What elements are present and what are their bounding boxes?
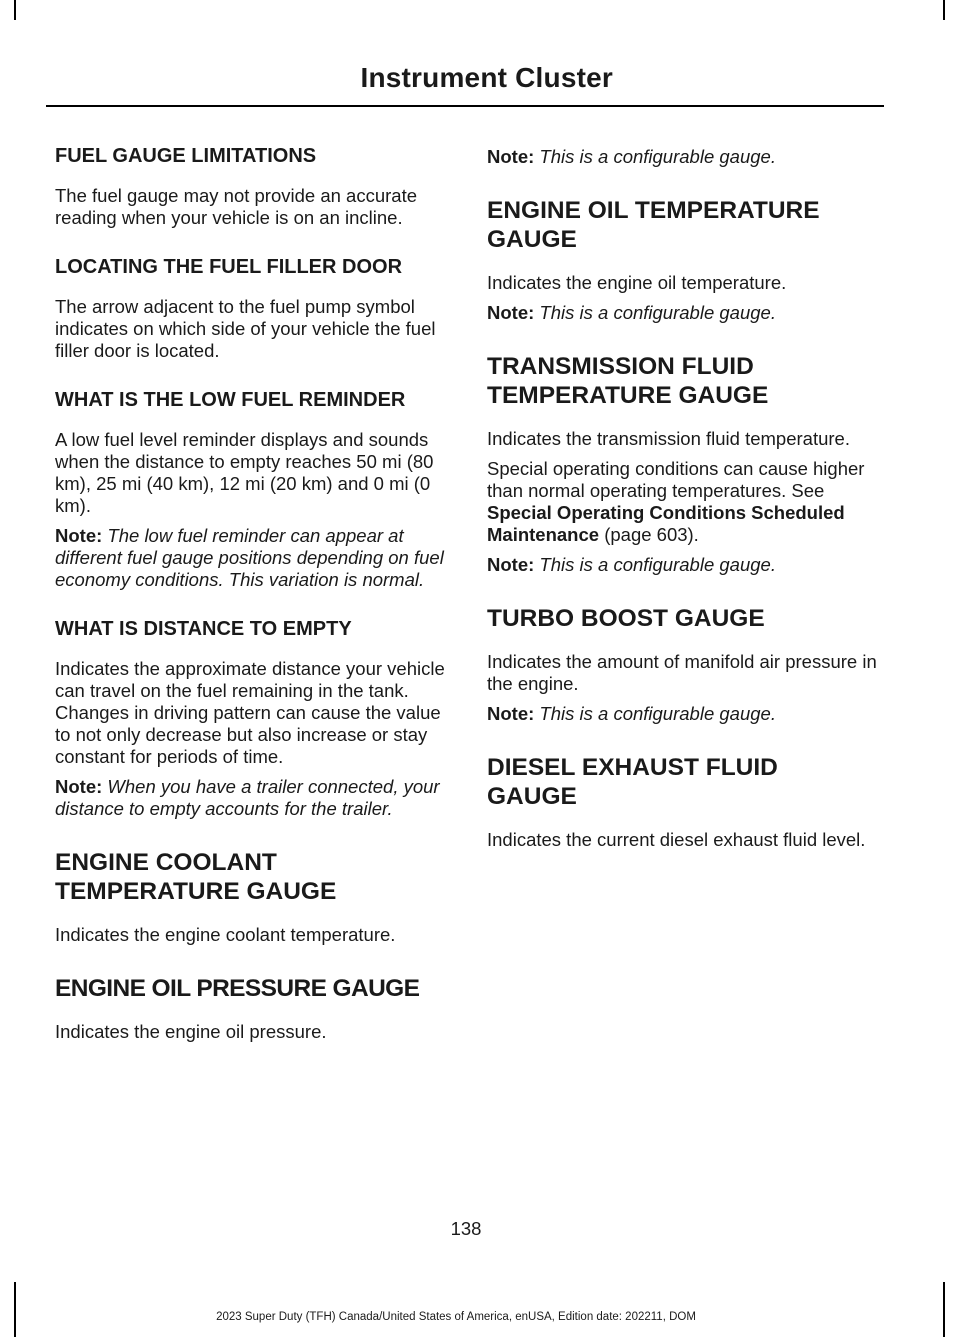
note-label: Note: [487, 146, 535, 167]
crop-mark-top-left [14, 0, 16, 20]
section-heading-engine-oil-pressure-gauge: ENGINE OIL PRESSURE GAUGE [55, 975, 420, 1002]
paragraph: Indicates the engine oil temperature. [487, 272, 787, 293]
paragraph: The arrow adjacent to the fuel pump symbol indicates on which side of your vehicle the fuel filler door is located. [55, 296, 436, 361]
note-text: This is a configurable gauge. [539, 703, 776, 724]
heading-line: ENGINE OIL TEMPERATURE [487, 197, 820, 224]
note [487, 554, 879, 576]
section-heading-turbo-boost-gauge: TURBO BOOST GAUGE [487, 605, 765, 632]
paragraph: Indicates the current diesel exhaust fluid level. [487, 829, 866, 850]
crop-mark-top-right [943, 0, 945, 20]
page-number: 138 [450, 1218, 482, 1239]
paragraph: A low fuel level reminder displays and sounds when the distance to empty reaches 50 mi (80 km), 25 mi (40 km), 12 mi (20 km) and 0 mi (0 km). [55, 429, 434, 516]
paragraph-text: Special operating conditions can cause higher than normal operating temperatures. See [487, 458, 865, 501]
section-heading-low-fuel-reminder: WHAT IS THE LOW FUEL REMINDER [55, 389, 406, 411]
section-heading-engine-coolant-temperature-gauge [55, 848, 447, 906]
note-text: The low fuel reminder can appear at different fuel gauge positions depending on fuel economy conditions. This variation is normal. [55, 525, 444, 590]
note [55, 525, 447, 591]
note-label: Note: [487, 554, 535, 575]
note-label: Note: [55, 776, 103, 797]
paragraph: Indicates the engine oil pressure. [55, 1021, 327, 1042]
footer-edition-text: 2023 Super Duty (TFH) Canada/United States of America, enUSA, Edition date: 202211, DOM [216, 1311, 696, 1323]
paragraph: The fuel gauge may not provide an accurate reading when your vehicle is on an incline. [55, 185, 418, 228]
paragraph: Indicates the approximate distance your vehicle can travel on the fuel remaining in the tank. Changes in driving pattern can cause the value to not only decrease but also increase or stay constant for periods of time. [55, 658, 445, 767]
note-text: This is a configurable gauge. [539, 554, 776, 575]
crop-mark-bottom-left [14, 1282, 16, 1337]
section-heading-locating-fuel-filler-door: LOCATING THE FUEL FILLER DOOR [55, 256, 403, 278]
right-column [487, 146, 879, 859]
section-heading-fuel-gauge-limitations: FUEL GAUGE LIMITATIONS [55, 145, 317, 167]
note-text: This is a configurable gauge. [539, 302, 776, 323]
heading-line: GAUGE [487, 226, 577, 253]
note-label: Note: [55, 525, 103, 546]
page-reference: (page 603). [599, 524, 699, 545]
note-text: When you have a trailer connected, your distance to empty accounts for the trailer. [55, 776, 440, 819]
note [487, 146, 879, 168]
heading-line: TRANSMISSION FLUID [487, 353, 754, 380]
left-column [55, 146, 447, 1051]
note [487, 302, 879, 324]
heading-line: TEMPERATURE GAUGE [487, 382, 769, 409]
crop-mark-bottom-right [943, 1282, 945, 1337]
note-label: Note: [487, 302, 535, 323]
page-header-title: Instrument Cluster [360, 62, 613, 93]
section-heading-transmission-fluid-temperature-gauge [487, 352, 879, 410]
paragraph: Indicates the transmission fluid temperature. [487, 428, 850, 449]
heading-line: TEMPERATURE GAUGE [55, 878, 337, 905]
note-text: This is a configurable gauge. [539, 146, 776, 167]
paragraph [487, 458, 879, 546]
note [487, 703, 879, 725]
header-rule [46, 105, 884, 107]
heading-line: DIESEL EXHAUST FLUID [487, 754, 778, 781]
section-heading-engine-oil-temperature-gauge [487, 196, 879, 254]
paragraph: Indicates the amount of manifold air pressure in the engine. [487, 651, 877, 694]
heading-line: ENGINE COOLANT [55, 849, 277, 876]
paragraph: Indicates the engine coolant temperature. [55, 924, 396, 945]
cross-reference-link[interactable]: Special Operating Conditions Scheduled Maintenance [487, 502, 845, 545]
note-label: Note: [487, 703, 535, 724]
section-heading-distance-to-empty: WHAT IS DISTANCE TO EMPTY [55, 618, 352, 640]
heading-line: GAUGE [487, 783, 577, 810]
note [55, 776, 447, 820]
section-heading-diesel-exhaust-fluid-gauge [487, 753, 879, 811]
